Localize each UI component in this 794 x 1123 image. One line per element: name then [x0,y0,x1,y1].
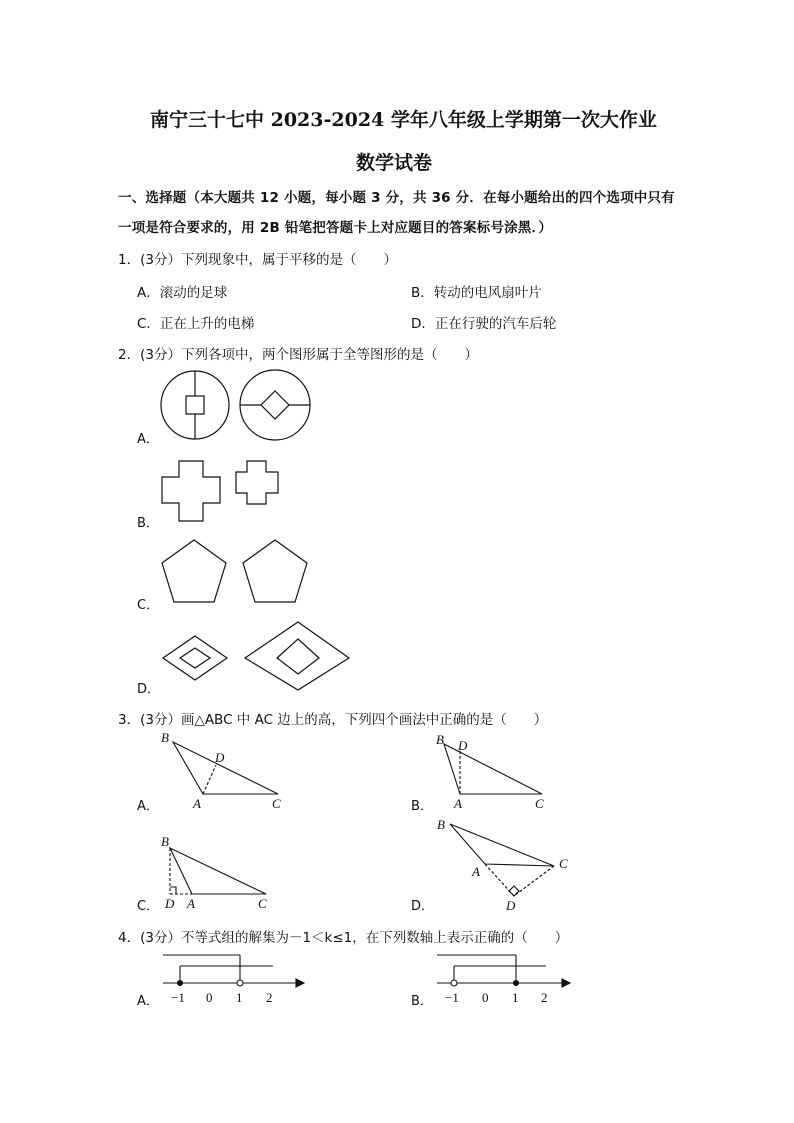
question-4-option-b-numberline [432,950,582,1010]
question-2-option-a-figure [158,369,328,441]
question-3-option-b-label: B． [411,799,433,814]
question-1-option-a: A．滚动的足球 [137,285,228,301]
point-1-solid [514,981,519,986]
tick-label-0: 0 [482,990,489,1005]
question-4-stem: 4．(3分）不等式组的解集为－1＜k≤1，在下列数轴上表示正确的（ ） [118,930,569,946]
triangle-abc [450,824,554,866]
question-2-option-c-figure [160,538,310,608]
question-3-option-d-figure [432,814,582,914]
rhombus-large-outer [245,622,349,690]
triangle-abc [173,742,278,794]
tick-label-0: 0 [206,990,213,1005]
question-3-stem: 3．(3分）画△ABC 中 AC 边上的高，下列四个画法中正确的是（ ） [118,712,548,728]
label-B: B [436,732,444,747]
point-neg1-solid [178,981,183,986]
label-C: C [535,796,544,811]
question-2-option-c-label: C． [137,598,160,613]
section-heading-line1: 一、选择题（本大题共 12 小题，每小题 3 分，共 36 分．在每小题给出的四个选项中只有 [118,190,675,206]
label-D: D [215,750,225,765]
tick-label-1: 1 [236,990,243,1005]
question-3-option-d-label: D． [411,899,435,914]
label-B: B [161,834,169,849]
axis-arrow [296,979,304,987]
page-title: 南宁三十七中 2023-2024 学年八年级上学期第一次大作业 [150,109,657,131]
axis-arrow [562,979,570,987]
question-3-option-c-label: C． [137,899,160,914]
question-4-option-a-numberline [158,950,308,1010]
question-4-option-b-label: B． [411,994,433,1009]
label-A: A [193,796,201,811]
question-1-option-c: C．正在上升的电梯 [137,316,255,332]
rhombus-large-inner [277,639,319,674]
pentagon-left [162,540,226,602]
question-2-option-d-figure [160,620,355,692]
question-1-option-d: D．正在行驶的汽车后轮 [411,316,557,332]
question-2-stem: 2．(3分）下列各项中，两个图形属于全等图形的是（ ） [118,347,478,363]
question-2-option-b-figure [160,459,285,525]
right-angle-mark [509,886,519,896]
label-A: A [454,796,462,811]
label-C: C [272,796,281,811]
label-B: B [161,730,169,745]
question-2-option-a-label: A． [137,432,159,447]
question-3-option-b-figure [432,730,567,812]
tick-label-neg1: −1 [445,990,459,1005]
triangle-abc [170,848,266,894]
rhombus-small-outer [163,636,227,680]
label-D: D [458,738,468,753]
question-3-option-c-figure [158,830,288,912]
coin-diamond-hole [261,391,289,419]
cross-shape-large [162,461,220,521]
right-angle-mark [170,887,176,894]
tick-label-2: 2 [266,990,273,1005]
tick-label-neg1: −1 [171,990,185,1005]
label-C: C [258,896,267,911]
label-B: B [437,817,445,832]
tick-label-2: 2 [541,990,548,1005]
section-heading-line2: 一项是符合要求的，用 2B 铅笔把答题卡上对应题目的答案标号涂黑．） [118,220,553,236]
cross-shape-small [236,461,278,504]
question-2-option-d-label: D． [137,682,161,697]
point-1-hollow [237,980,243,986]
question-4-option-a-label: A． [137,994,159,1009]
label-D: D [506,898,516,913]
height-dashed [203,765,216,794]
coin-square-hole [186,396,204,414]
tick-label-1: 1 [512,990,519,1005]
point-neg1-hollow [451,980,457,986]
label-D: D [165,896,175,911]
label-C: C [559,856,568,871]
rhombus-small-inner [180,648,210,668]
label-A: A [187,896,195,911]
question-1-option-b: B．转动的电风扇叶片 [411,285,542,301]
pentagon-right [243,540,307,602]
label-A: A [472,864,480,879]
question-3-option-a-figure [158,730,293,812]
question-1-stem: 1．(3分）下列现象中，属于平移的是（ ） [118,252,397,268]
page-subtitle: 数学试卷 [356,152,433,174]
question-2-option-b-label: B． [137,516,159,531]
question-3-option-a-label: A． [137,799,159,814]
height-dashed-from-c [514,866,554,896]
